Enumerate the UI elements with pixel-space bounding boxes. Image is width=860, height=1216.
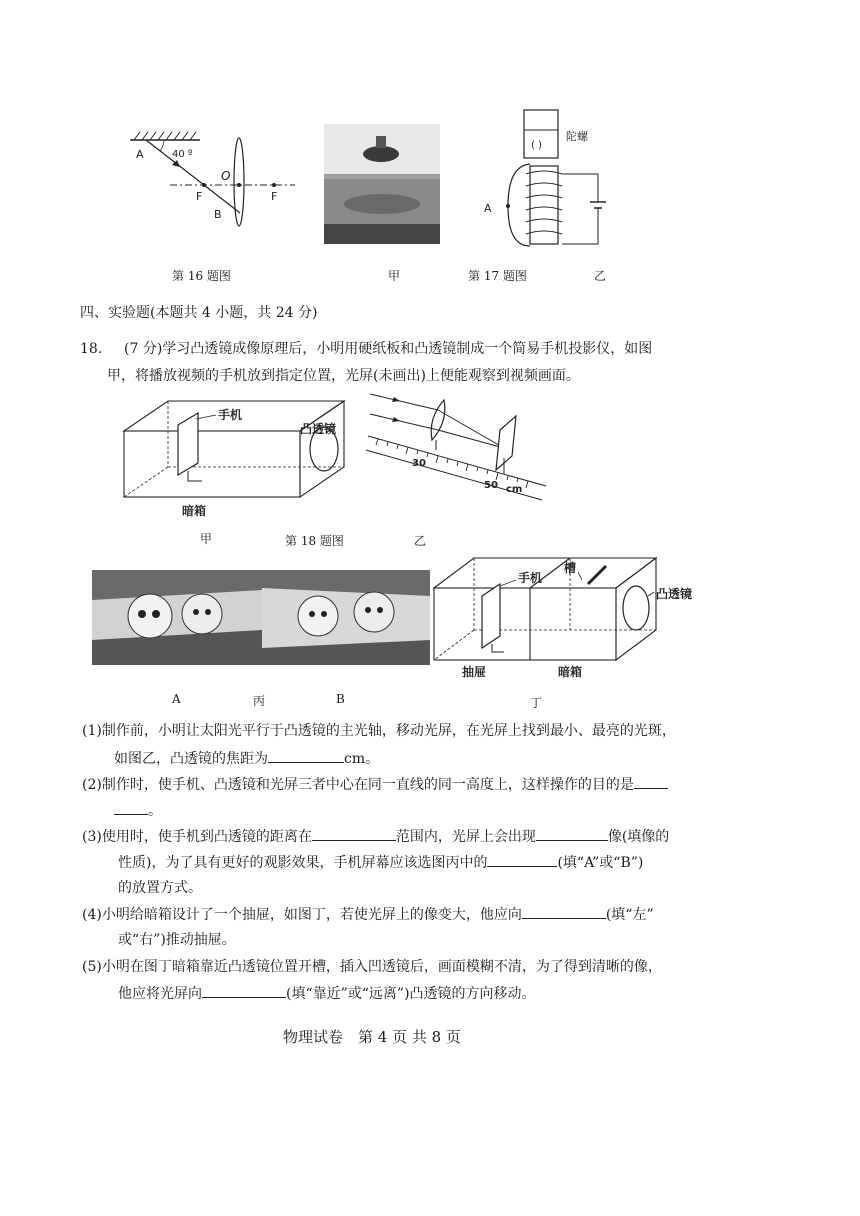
q18-p4-blank[interactable] <box>522 904 606 919</box>
q18-p5-line1: (5)小明在图丁暗箱靠近凸透镜位置开槽，插入凹透镜后，画面模糊不清，为了得到清晰的像， <box>82 959 662 975</box>
spinning-top-image <box>324 124 440 244</box>
q18-p2-line2 <box>114 800 162 821</box>
fig18-jia-box: 暗箱 <box>182 504 207 518</box>
q18-p1-text-b: cm。 <box>344 751 380 767</box>
fig18-bing-a: A <box>172 692 181 706</box>
q18-p2-line1 <box>82 774 668 795</box>
fig16-label-b: B <box>214 208 222 221</box>
fig18-yi-tick50: 50 <box>484 480 498 491</box>
q18-p3-line3: 的放置方式。 <box>118 880 202 896</box>
fig18-yi-unit: cm <box>506 484 523 495</box>
q18-p4-line2: 或“右”)推动抽屉。 <box>118 932 236 948</box>
fig16-caption: 第 16 题图 <box>172 269 231 283</box>
section-title: 四、实验题(本题共 4 小题，共 24 分) <box>80 305 318 321</box>
q18-p5-text-a: 他应将光屏向 <box>118 986 202 1002</box>
fig18-ding-caption: 丁 <box>530 696 543 710</box>
fig18-bing-photo-b <box>262 570 430 665</box>
q18-p3-line1 <box>82 826 669 847</box>
q18-p3-text-a: (3)使用时，使手机到凸透镜的距离在 <box>82 829 312 845</box>
q18-intro-line2: 甲，将播放视频的手机放到指定位置，光屏(未画出)上便能观察到视频画面。 <box>107 368 580 384</box>
fig17-jia-caption: 甲 <box>388 269 401 283</box>
fig18-yi-tick30: 30 <box>412 458 426 469</box>
page-footer: 物理试卷 第 4 页 共 8 页 <box>283 1028 461 1046</box>
fig17-photo <box>324 124 440 244</box>
fig18-ding-drawer: 抽屉 <box>462 665 487 679</box>
q18-p3-text-b: 范围内，光屏上会出现 <box>395 829 536 845</box>
q18-p1-line1: (1)制作前，小明让太阳光平行于凸透镜的主光轴，移动光屏，在光屏上找到最小、最亮的光斑， <box>82 723 676 739</box>
q18-p3-blank-1[interactable] <box>312 826 396 841</box>
cartoon-image-a <box>92 570 262 665</box>
figure-16 <box>120 130 320 260</box>
q18-p2-blank-b[interactable] <box>114 800 148 815</box>
fig18-caption: 第 18 题图 <box>285 534 344 548</box>
fig16-label-a: A <box>136 148 144 161</box>
q18-p5-blank[interactable] <box>202 983 286 998</box>
fig17-label-a: A <box>484 202 492 215</box>
fig16-label-o: O <box>221 169 231 183</box>
fig18-jia-phone: 手机 <box>218 408 243 422</box>
q18-p3-blank-3[interactable] <box>487 852 557 867</box>
fig18-ding-box: 暗箱 <box>558 665 583 679</box>
q18-p3-text-e: (填“A”或“B”) <box>557 855 644 871</box>
fig18-jia-lens: 凸透镜 <box>300 422 337 436</box>
fig18-bing-b: B <box>336 692 345 706</box>
q18-number: 18. <box>80 341 103 357</box>
q18-p4-text-b: (填“左” <box>605 907 654 923</box>
q18-p3-text-d: 性质)，为了具有更好的观影效果，手机屏幕应该选图丙中的 <box>118 855 488 871</box>
fig18-bing-caption: 丙 <box>253 694 266 708</box>
q18-p2-end: 。 <box>148 803 162 819</box>
q18-p1-blank[interactable] <box>268 748 344 763</box>
q18-p5-line2 <box>118 983 536 1004</box>
q18-p5-text-b: (填“靠近”或“远离”)凸透镜的方向移动。 <box>286 986 536 1002</box>
fig17-compass-label: 陀螺 <box>566 130 588 143</box>
q18-intro-line1: (7 分)学习凸透镜成像原理后，小明用硬纸板和凸透镜制成一个简易手机投影仪，如图 <box>124 341 653 357</box>
q18-p3-text-c: 像(填像的 <box>607 829 670 845</box>
figure-18-ding <box>430 556 706 684</box>
fig18-jia-caption: 甲 <box>200 532 213 546</box>
fig16-angle: 40 º <box>172 149 193 160</box>
cartoon-image-b <box>262 570 430 665</box>
fig18-ding-slot: 槽 <box>564 561 577 575</box>
fig16-label-f2: F <box>271 190 278 203</box>
fig18-bing-photo-a <box>92 570 262 665</box>
q18-p4-line1 <box>82 904 654 925</box>
fig18-ding-phone: 手机 <box>518 571 543 585</box>
fig17-caption: 第 17 题图 <box>468 269 527 283</box>
q18-p3-line2 <box>118 852 643 873</box>
q18-p3-blank-2[interactable] <box>536 826 608 841</box>
fig18-yi-caption: 乙 <box>414 534 427 548</box>
q18-p4-text-a: (4)小明给暗箱设计了一个抽屉，如图丁，若使光屏上的像变大，他应向 <box>82 907 522 923</box>
fig18-ding-lens: 凸透镜 <box>656 587 693 601</box>
fig17-yi-caption: 乙 <box>594 269 607 283</box>
q18-p1-line2 <box>114 748 379 769</box>
q18-p2-blank-a[interactable] <box>634 774 668 789</box>
figure-18-yi <box>366 388 556 508</box>
figure-18-jia <box>118 395 358 520</box>
fig17-compass-symbol: ( ) <box>531 140 542 151</box>
q18-p2-text: (2)制作时，使手机、凸透镜和光屏三者中心在同一直线的同一高度上，这样操作的目的是 <box>82 777 634 793</box>
figure-17-yi <box>478 106 618 251</box>
fig16-label-f1: F <box>196 190 203 203</box>
q18-p1-text-a: 如图乙，凸透镜的焦距为 <box>114 751 268 767</box>
